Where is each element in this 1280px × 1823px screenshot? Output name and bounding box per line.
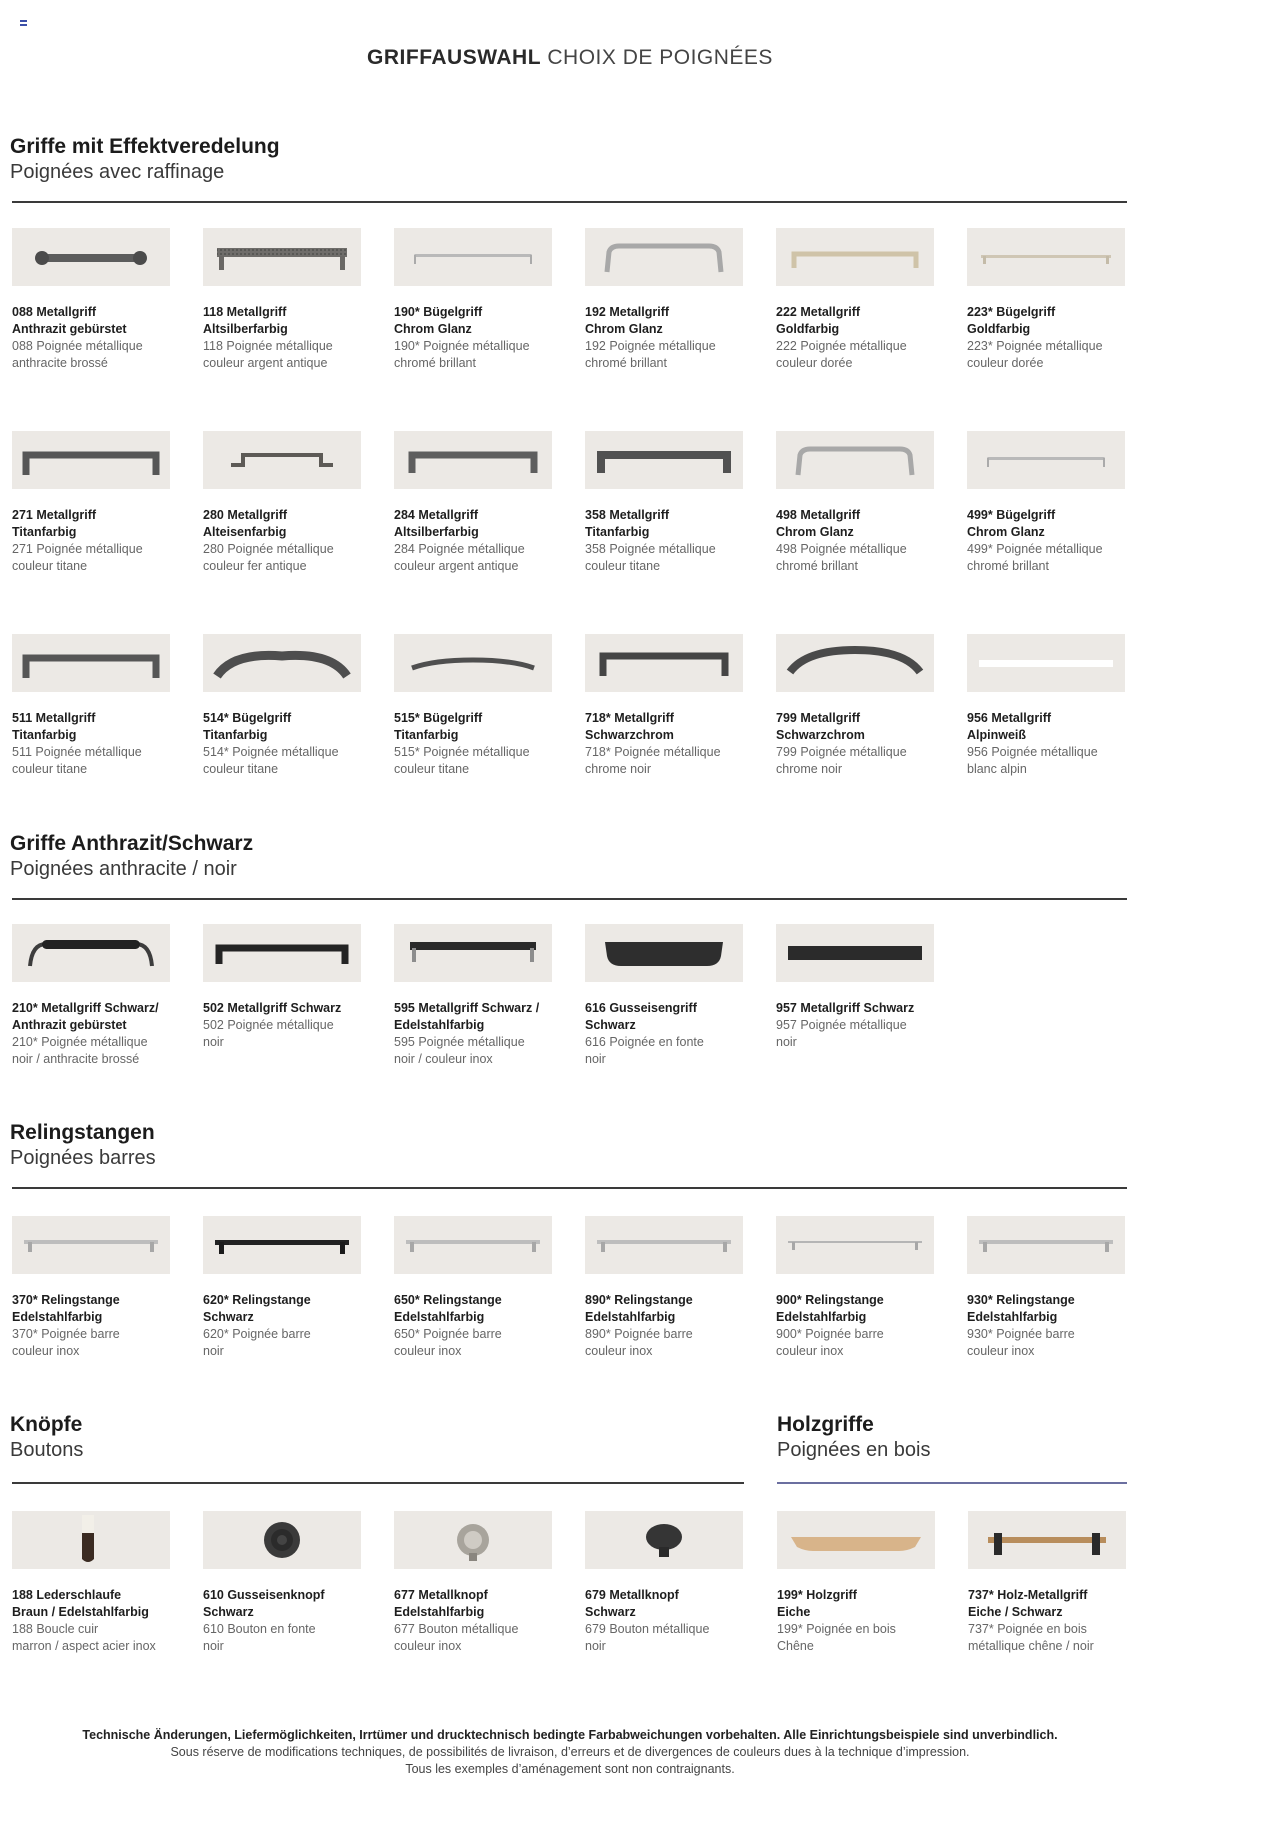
product-name-fr: 088 Poignée métallique anthracite brossé bbox=[12, 339, 143, 370]
product-name-fr: 199* Poignée en bois Chêne bbox=[777, 1622, 896, 1653]
section-title-fr: Poignées barres bbox=[10, 1147, 156, 1169]
product-name-de: 188 Lederschlaufe Braun / Edelstahlfarbig bbox=[12, 1588, 149, 1619]
knob-leather-loop-icon bbox=[12, 1511, 170, 1569]
product-name-fr: 192 Poignée métallique chromé brillant bbox=[585, 339, 716, 370]
product-name-de: 223* Bügelgriff Goldfarbig bbox=[967, 305, 1056, 336]
handle-flat-titan-short-icon bbox=[585, 431, 743, 489]
product-item-515[interactable] bbox=[394, 634, 552, 778]
section-title-de: Holzgriffe bbox=[777, 1413, 874, 1436]
product-name-de: 890* Relingstange Edelstahlfarbig bbox=[585, 1293, 693, 1324]
disclaimer-de: Technische Änderungen, Liefermöglichkeiten, Irrtümer und drucktechnisch bedingte Farbabweichungen vorbehalten. Alle Einrichtungsbeispiele sind unverbindlich. bbox=[82, 1728, 1058, 1742]
divider bbox=[777, 1482, 1127, 1484]
product-name-fr: 650* Poignée barre couleur inox bbox=[394, 1327, 502, 1358]
product-image bbox=[203, 924, 361, 982]
product-name-fr: 502 Poignée métallique noir bbox=[203, 1018, 334, 1049]
rail-steel-icon bbox=[12, 1216, 170, 1274]
section-title-fr: Poignées en bois bbox=[777, 1439, 931, 1461]
product-name-de: 284 Metallgriff Altsilberfarbig bbox=[394, 508, 479, 539]
product-name-fr: 677 Bouton métallique couleur inox bbox=[394, 1622, 519, 1653]
handle-classic-black-icon bbox=[12, 924, 170, 982]
product-name-fr: 620* Poignée barre noir bbox=[203, 1327, 311, 1358]
product-name-de: 956 Metallgriff Alpinweiß bbox=[967, 711, 1052, 742]
product-item-650[interactable] bbox=[394, 1216, 552, 1360]
product-image bbox=[12, 1216, 170, 1274]
product-image bbox=[394, 1511, 552, 1569]
product-item-499[interactable] bbox=[967, 431, 1125, 575]
product-name-fr: 718* Poignée métallique chrome noir bbox=[585, 745, 721, 776]
product-name-de: 957 Metallgriff Schwarz bbox=[776, 1001, 915, 1015]
product-item-718[interactable] bbox=[585, 634, 743, 778]
section-title-de: Griffe mit Effektveredelung bbox=[10, 135, 280, 158]
product-name-de: 650* Relingstange Edelstahlfarbig bbox=[394, 1293, 502, 1324]
divider bbox=[12, 898, 1127, 900]
product-item-737[interactable] bbox=[968, 1511, 1126, 1655]
handle-bar-blackchrome-icon bbox=[585, 634, 743, 692]
handle-bow-gold-icon bbox=[776, 228, 934, 286]
handle-bow-iron-icon bbox=[203, 431, 361, 489]
product-item-118[interactable] bbox=[203, 228, 361, 372]
product-name-fr: 223* Poignée métallique couleur dorée bbox=[967, 339, 1103, 370]
product-name-fr: 498 Poignée métallique chromé brillant bbox=[776, 542, 907, 573]
product-item-284[interactable] bbox=[394, 431, 552, 575]
section-title-de: Knöpfe bbox=[10, 1413, 83, 1436]
section-title-fr: Boutons bbox=[10, 1439, 84, 1461]
product-item-222[interactable] bbox=[776, 228, 934, 372]
product-name-de: 620* Relingstange Schwarz bbox=[203, 1293, 311, 1324]
product-item-192[interactable] bbox=[585, 228, 743, 372]
rail-steel-icon bbox=[967, 1216, 1125, 1274]
product-image bbox=[394, 924, 552, 982]
product-name-fr: 515* Poignée métallique couleur titane bbox=[394, 745, 530, 776]
product-name-fr: 210* Poignée métallique noir / anthracite brossé bbox=[12, 1035, 148, 1066]
product-name-fr: 358 Poignée métallique couleur titane bbox=[585, 542, 716, 573]
product-item-514[interactable] bbox=[203, 634, 361, 778]
product-name-fr: 271 Poignée métallique couleur titane bbox=[12, 542, 143, 573]
product-image bbox=[585, 634, 743, 692]
handle-white-bar-icon bbox=[967, 634, 1125, 692]
section-effekt-heading bbox=[10, 135, 280, 184]
product-image bbox=[585, 924, 743, 982]
product-name-fr: 956 Poignée métallique blanc alpin bbox=[967, 745, 1098, 776]
handle-slim-chrome-icon bbox=[394, 228, 552, 286]
handle-arc-slim-icon bbox=[394, 634, 552, 692]
product-name-fr: 118 Poignée métallique couleur argent antique bbox=[203, 339, 333, 370]
product-image bbox=[12, 228, 170, 286]
product-name-fr: 511 Poignée métallique couleur titane bbox=[12, 745, 142, 776]
product-image bbox=[585, 431, 743, 489]
section-anthrazit-heading bbox=[10, 832, 253, 881]
product-name-fr: 890* Poignée barre couleur inox bbox=[585, 1327, 693, 1358]
product-item-358[interactable] bbox=[585, 431, 743, 575]
product-item-502[interactable] bbox=[203, 924, 361, 1051]
product-image bbox=[967, 228, 1125, 286]
product-image bbox=[12, 924, 170, 982]
product-name-fr: 280 Poignée métallique couleur fer antique bbox=[203, 542, 334, 573]
product-name-de: 271 Metallgriff Titanfarbig bbox=[12, 508, 97, 539]
product-item-280[interactable] bbox=[203, 431, 361, 575]
handle-wood-oak-icon bbox=[777, 1511, 935, 1569]
product-image bbox=[585, 1511, 743, 1569]
product-item-595[interactable] bbox=[394, 924, 552, 1068]
product-item-620[interactable] bbox=[203, 1216, 361, 1360]
product-item-679[interactable] bbox=[585, 1511, 743, 1655]
divider bbox=[12, 1482, 744, 1484]
product-name-de: 679 Metallknopf Schwarz bbox=[585, 1588, 679, 1619]
product-image bbox=[967, 1216, 1125, 1274]
product-name-de: 616 Gusseisengriff Schwarz bbox=[585, 1001, 697, 1032]
product-item-188[interactable] bbox=[12, 1511, 170, 1655]
product-item-610[interactable] bbox=[203, 1511, 361, 1655]
handle-knurled-dark-icon bbox=[12, 228, 170, 286]
handle-textured-bar-icon bbox=[203, 228, 361, 286]
product-item-210[interactable] bbox=[12, 924, 170, 1068]
product-image bbox=[394, 1216, 552, 1274]
product-name-de: 930* Relingstange Edelstahlfarbig bbox=[967, 1293, 1075, 1324]
page-title: GRIFFAUSWAHL CHOIX DE POIGNÉES bbox=[367, 46, 773, 69]
product-name-fr: 370* Poignée barre couleur inox bbox=[12, 1327, 120, 1358]
product-name-de: 900* Relingstange Edelstahlfarbig bbox=[776, 1293, 884, 1324]
product-name-de: 370* Relingstange Edelstahlfarbig bbox=[12, 1293, 120, 1324]
product-name-de: 358 Metallgriff Titanfarbig bbox=[585, 508, 670, 539]
product-image bbox=[203, 228, 361, 286]
handle-slim-gold-icon bbox=[967, 228, 1125, 286]
menu-icon[interactable] bbox=[20, 20, 27, 26]
product-name-de: 210* Metallgriff Schwarz/ Anthrazit gebürstet bbox=[12, 1001, 159, 1032]
footer-disclaimer bbox=[0, 1727, 1140, 1778]
section-knoepfe-heading bbox=[10, 1413, 83, 1462]
product-name-de: 499* Bügelgriff Chrom Glanz bbox=[967, 508, 1056, 539]
section-title-de: Griffe Anthrazit/Schwarz bbox=[10, 832, 254, 855]
product-name-fr: 679 Bouton métallique noir bbox=[585, 1622, 710, 1653]
product-name-de: 511 Metallgriff Titanfarbig bbox=[12, 711, 96, 742]
rail-steel-thin-icon bbox=[776, 1216, 934, 1274]
product-image bbox=[12, 1511, 170, 1569]
product-item-930[interactable] bbox=[967, 1216, 1125, 1360]
product-image bbox=[967, 431, 1125, 489]
product-name-fr: 188 Boucle cuir marron / aspect acier inox bbox=[12, 1622, 156, 1653]
product-item-088[interactable] bbox=[12, 228, 170, 372]
product-image bbox=[967, 634, 1125, 692]
product-item-498[interactable] bbox=[776, 431, 934, 575]
divider bbox=[12, 1187, 1127, 1189]
product-image bbox=[776, 228, 934, 286]
product-image bbox=[394, 228, 552, 286]
handle-flat-silver-icon bbox=[394, 431, 552, 489]
product-name-de: 737* Holz-Metallgriff Eiche / Schwarz bbox=[968, 1588, 1088, 1619]
product-item-799[interactable] bbox=[776, 634, 934, 778]
product-name-de: 799 Metallgriff Schwarzchrom bbox=[776, 711, 865, 742]
section-title-fr: Poignées avec raffinage bbox=[10, 161, 225, 183]
product-item-199[interactable] bbox=[777, 1511, 935, 1655]
knob-black-icon bbox=[585, 1511, 743, 1569]
product-name-de: 595 Metallgriff Schwarz / Edelstahlfarbig bbox=[394, 1001, 540, 1032]
knob-castiron-icon bbox=[203, 1511, 361, 1569]
product-image bbox=[585, 1216, 743, 1274]
rail-steel-icon bbox=[585, 1216, 743, 1274]
handle-wood-black-icon bbox=[968, 1511, 1126, 1569]
product-name-fr: 737* Poignée en bois métallique chêne / noir bbox=[968, 1622, 1094, 1653]
product-image bbox=[12, 431, 170, 489]
handle-bow-chrome-icon bbox=[776, 431, 934, 489]
product-name-fr: 900* Poignée barre couleur inox bbox=[776, 1327, 884, 1358]
product-name-fr: 190* Poignée métallique chromé brillant bbox=[394, 339, 530, 370]
handle-slim-chrome-icon bbox=[967, 431, 1125, 489]
knob-steel-icon bbox=[394, 1511, 552, 1569]
handle-bow-chrome-icon bbox=[585, 228, 743, 286]
section-reling-heading bbox=[10, 1121, 156, 1170]
product-item-900[interactable] bbox=[776, 1216, 934, 1360]
product-image bbox=[203, 1216, 361, 1274]
product-image bbox=[585, 228, 743, 286]
product-image bbox=[776, 431, 934, 489]
product-item-616[interactable] bbox=[585, 924, 743, 1068]
product-item-677[interactable] bbox=[394, 1511, 552, 1655]
product-image bbox=[394, 431, 552, 489]
product-name-fr: 957 Poignée métallique noir bbox=[776, 1018, 907, 1049]
product-name-de: 222 Metallgriff Goldfarbig bbox=[776, 305, 861, 336]
product-name-de: 118 Metallgriff Altsilberfarbig bbox=[203, 305, 288, 336]
handle-arc-blackchrome-icon bbox=[776, 634, 934, 692]
disclaimer-fr-2: Tous les exemples d’aménagement sont non contraignants. bbox=[405, 1762, 735, 1776]
product-item-957[interactable] bbox=[776, 924, 934, 1051]
product-name-fr: 610 Bouton en fonte noir bbox=[203, 1622, 316, 1653]
product-name-fr: 222 Poignée métallique couleur dorée bbox=[776, 339, 907, 370]
product-name-de: 610 Gusseisenknopf Schwarz bbox=[203, 1588, 325, 1619]
product-name-de: 502 Metallgriff Schwarz bbox=[203, 1001, 342, 1015]
product-name-de: 514* Bügelgriff Titanfarbig bbox=[203, 711, 292, 742]
rail-steel-icon bbox=[394, 1216, 552, 1274]
handle-flat-black-icon bbox=[203, 924, 361, 982]
product-name-de: 088 Metallgriff Anthrazit gebürstet bbox=[12, 305, 127, 336]
product-item-956[interactable] bbox=[967, 634, 1125, 778]
product-image bbox=[776, 1216, 934, 1274]
section-title-fr: Poignées anthracite / noir bbox=[10, 858, 237, 880]
product-name-fr: 499* Poignée métallique chromé brillant bbox=[967, 542, 1103, 573]
product-item-190[interactable] bbox=[394, 228, 552, 372]
handle-flat-titan-icon bbox=[12, 431, 170, 489]
product-name-fr: 616 Poignée en fonte noir bbox=[585, 1035, 704, 1066]
product-name-de: 718* Metallgriff Schwarzchrom bbox=[585, 711, 674, 742]
product-name-de: 498 Metallgriff Chrom Glanz bbox=[776, 508, 861, 539]
product-image bbox=[968, 1511, 1126, 1569]
product-image bbox=[12, 634, 170, 692]
product-image bbox=[394, 634, 552, 692]
product-name-de: 190* Bügelgriff Chrom Glanz bbox=[394, 305, 483, 336]
product-image bbox=[776, 924, 934, 982]
product-item-890[interactable] bbox=[585, 1216, 743, 1360]
product-image bbox=[776, 634, 934, 692]
product-name-de: 199* Holzgriff Eiche bbox=[777, 1588, 857, 1619]
handle-arc-titan-icon bbox=[203, 634, 361, 692]
product-name-fr: 284 Poignée métallique couleur argent antique bbox=[394, 542, 525, 573]
rail-black-icon bbox=[203, 1216, 361, 1274]
product-item-223[interactable] bbox=[967, 228, 1125, 372]
handle-black-bar-icon bbox=[776, 924, 934, 982]
product-name-de: 192 Metallgriff Chrom Glanz bbox=[585, 305, 670, 336]
product-item-511[interactable] bbox=[12, 634, 170, 778]
section-holz-heading bbox=[777, 1413, 930, 1462]
product-item-370[interactable] bbox=[12, 1216, 170, 1360]
handle-flat-titan-icon bbox=[12, 634, 170, 692]
product-name-de: 280 Metallgriff Alteisenfarbig bbox=[203, 508, 288, 539]
product-name-de: 677 Metallknopf Edelstahlfarbig bbox=[394, 1588, 488, 1619]
product-image bbox=[203, 634, 361, 692]
product-name-fr: 514* Poignée métallique couleur titane bbox=[203, 745, 339, 776]
product-image bbox=[203, 1511, 361, 1569]
divider bbox=[12, 201, 1127, 203]
product-image bbox=[203, 431, 361, 489]
product-name-fr: 930* Poignée barre couleur inox bbox=[967, 1327, 1075, 1358]
disclaimer-fr: Sous réserve de modifications techniques, de possibilités de livraison, d’erreurs et de divergences de couleurs dues à la technique d’impression. bbox=[170, 1745, 970, 1759]
product-name-fr: 799 Poignée métallique chrome noir bbox=[776, 745, 907, 776]
product-image bbox=[777, 1511, 935, 1569]
handle-cup-black-icon bbox=[585, 924, 743, 982]
section-title-de: Relingstangen bbox=[10, 1121, 155, 1144]
product-item-271[interactable] bbox=[12, 431, 170, 575]
product-name-fr: 595 Poignée métallique noir / couleur inox bbox=[394, 1035, 525, 1066]
product-name-de: 515* Bügelgriff Titanfarbig bbox=[394, 711, 483, 742]
handle-black-steel-icon bbox=[394, 924, 552, 982]
